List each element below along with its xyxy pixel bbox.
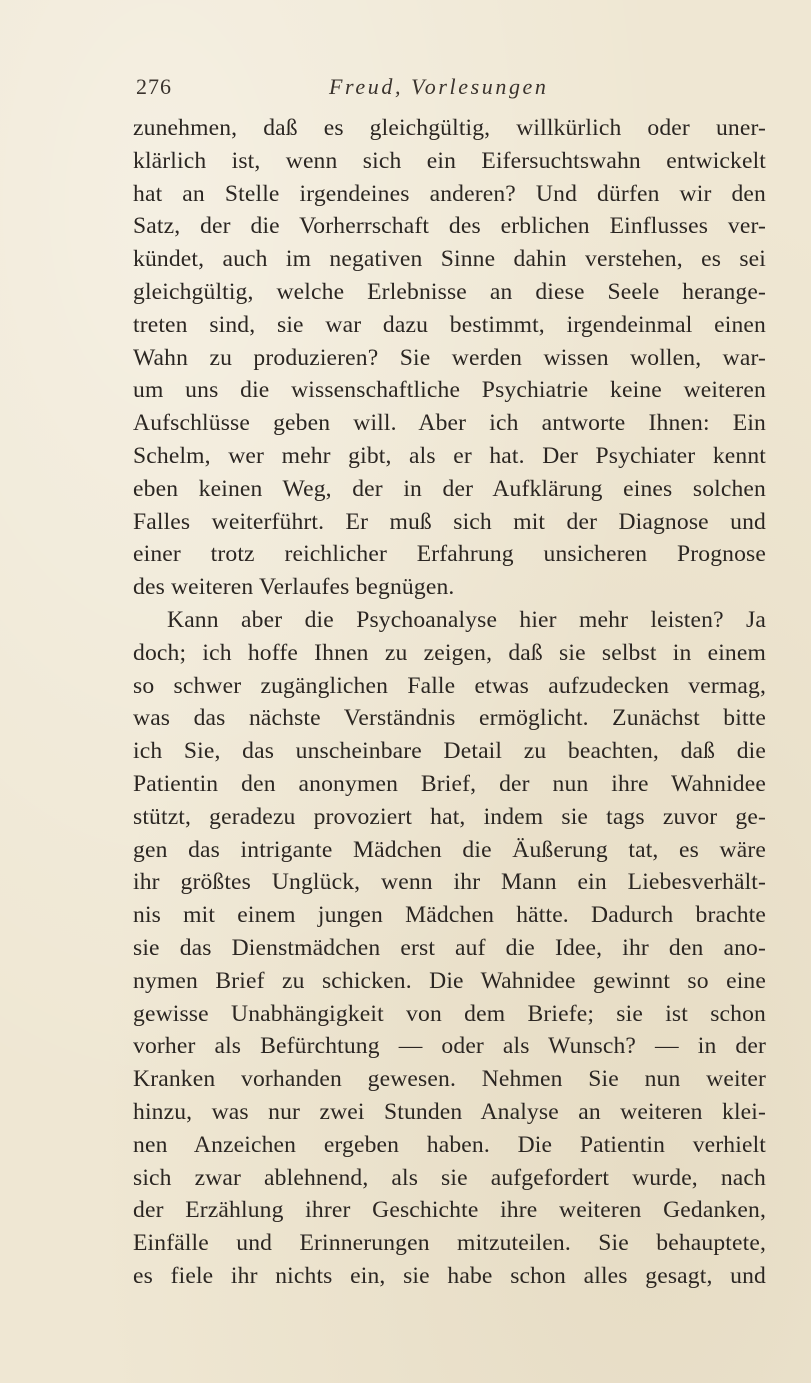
text-line: gleichgültig, welche Erlebnisse an diese Seele herange- <box>133 278 766 305</box>
text-line: klärlich ist, wenn sich ein Eifersuchtswahn entwickelt <box>133 147 766 174</box>
text-line: treten sind, sie war dazu bestimmt, irgendeinmal einen <box>133 311 766 338</box>
text-line: gen das intrigante Mädchen die Äußerung tat, es wäre <box>133 836 766 863</box>
text-line: der Erzählung ihrer Geschichte ihre weiteren Gedanken, <box>133 1197 766 1224</box>
text-line: nymen Brief zu schicken. Die Wahnidee gewinnt so eine <box>133 967 766 994</box>
text-line: Patientin den anonymen Brief, der nun ihre Wahnidee <box>133 770 766 797</box>
text-line: nis mit einem jungen Mädchen hätte. Dadurch brachte <box>133 902 766 929</box>
text-line: hinzu, was nur zwei Stunden Analyse an weiteren klei- <box>133 1098 766 1125</box>
text-line: Kranken vorhanden gewesen. Nehmen Sie nun weiter <box>133 1066 766 1093</box>
running-title: Freud, Vorlesungen <box>329 74 549 99</box>
text-line: Satz, der die Vorherrschaft des erblichen Einflusses ver- <box>133 213 766 240</box>
text-line: hat an Stelle irgendeines anderen? Und dürfen wir den <box>133 180 766 207</box>
text-line: doch; ich hoffe Ihnen zu zeigen, daß sie selbst in einem <box>133 639 766 666</box>
text-line: ich Sie, das unscheinbare Detail zu beachten, daß die <box>133 738 766 765</box>
text-line: stützt, geradezu provoziert hat, indem sie tags zuvor ge- <box>133 803 766 830</box>
text-line: ihr größtes Unglück, wenn ihr Mann ein Liebesverhält- <box>133 869 766 896</box>
text-line: sich zwar ablehnend, als sie aufgefordert wurde, nach <box>133 1164 766 1191</box>
text-line: vorher als Befürchtung — oder als Wunsch? — in der <box>133 1033 766 1060</box>
text-line: Aufschlüsse geben will. Aber ich antworte Ihnen: Ein <box>133 410 766 437</box>
text-line: Wahn zu produzieren? Sie werden wissen wollen, war- <box>133 344 766 371</box>
paragraph-start-line: Kann aber die Psychoanalyse hier mehr leisten? Ja <box>167 606 766 633</box>
text-line: was das nächste Verständnis ermöglicht. Zunächst bitte <box>133 705 766 732</box>
text-line: Einfälle und Erinnerungen mitzuteilen. Sie behauptete, <box>133 1230 766 1257</box>
text-line: um uns die wissenschaftliche Psychiatrie keine weiteren <box>133 377 766 404</box>
page-number: 276 <box>136 74 172 99</box>
page-header <box>136 74 776 108</box>
paragraph-end-line: des weiteren Verlaufes begnügen. <box>133 574 455 601</box>
text-line: Schelm, wer mehr gibt, als er hat. Der Psychiater kennt <box>133 442 766 469</box>
text-line: zunehmen, daß es gleichgültig, willkürlich oder uner- <box>133 115 766 141</box>
text-line: eben keinen Weg, der in der Aufklärung eines solchen <box>133 475 766 502</box>
text-line: nen Anzeichen ergeben haben. Die Patientin verhielt <box>133 1131 766 1158</box>
text-line: sie das Dienstmädchen erst auf die Idee, ihr den ano- <box>133 934 766 961</box>
text-line: gewisse Unabhängigkeit von dem Briefe; sie ist schon <box>133 1000 766 1027</box>
text-line: einer trotz reichlicher Erfahrung unsicheren Prognose <box>133 541 766 568</box>
text-line: Falles weiterführt. Er muß sich mit der Diagnose und <box>133 508 766 535</box>
text-line: es fiele ihr nichts ein, sie habe schon alles gesagt, und <box>133 1262 766 1289</box>
body-text <box>133 112 766 1293</box>
text-line: kündet, auch im negativen Sinne dahin verstehen, es sei <box>133 246 766 273</box>
text-line: so schwer zugänglichen Falle etwas aufzudecken vermag, <box>133 672 766 699</box>
